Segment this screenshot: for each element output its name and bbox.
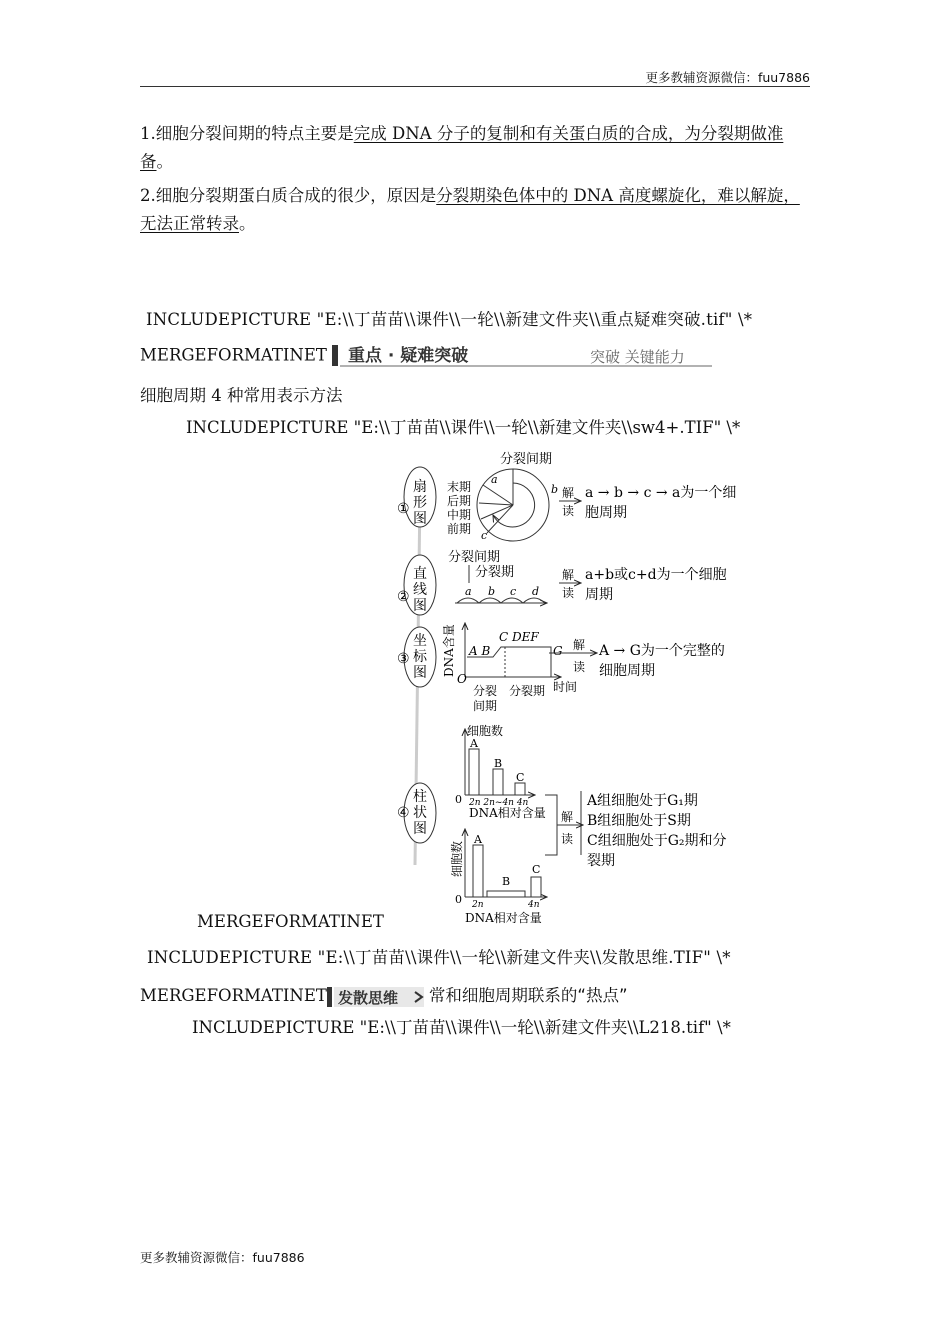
bar2-ylabel: 细胞数 xyxy=(450,840,464,877)
para1-suffix: 。 xyxy=(156,152,173,171)
page-header: 更多教辅资源微信：fuu7886 xyxy=(645,70,810,85)
bar2-label-c: C xyxy=(532,863,541,876)
banner1-subtitle: 突破 关键能力 xyxy=(590,348,685,366)
bar2-label-a: A xyxy=(474,833,482,846)
bar-interpretation-2: B组细胞处于S期 xyxy=(587,813,691,829)
line-read-2: 读 xyxy=(562,586,575,600)
line-label-1: 直 xyxy=(413,566,427,582)
bar-number: ④ xyxy=(397,805,410,821)
bar1-ticks: 2n 2n~4n 4n xyxy=(469,798,529,808)
banner2-title: 发散思维 xyxy=(337,988,398,1007)
fan-label-3: 图 xyxy=(413,511,427,527)
bar-read-1: 解 xyxy=(561,810,574,824)
field-code-merge-3: MERGEFORMATINET xyxy=(140,986,327,1005)
bar2-label-b: B xyxy=(502,875,511,888)
coord-read-1: 解 xyxy=(573,638,586,652)
field-code-merge-2: MERGEFORMATINET xyxy=(197,912,384,931)
module-fan-chart xyxy=(397,451,736,542)
fan-label-1: 扇 xyxy=(413,479,427,495)
seg-b: b xyxy=(488,585,496,598)
banner1-title: 重点 · 疑难突破 xyxy=(348,346,469,366)
coord-number: ③ xyxy=(397,651,410,667)
bar1-ylabel: 细胞数 xyxy=(467,724,504,738)
seg-d: d xyxy=(532,585,540,598)
module-bar-chart xyxy=(397,723,727,925)
para2-prefix: 2.细胞分裂期蛋白质合成的很少，原因是 xyxy=(140,186,437,205)
seg-a: a xyxy=(465,585,472,598)
coord-ylabel: DNA含量 xyxy=(442,624,456,677)
divergent-thinking-banner xyxy=(327,985,429,1009)
paragraph-1 xyxy=(140,120,810,176)
phase-prophase: 前期 xyxy=(447,522,472,536)
bar2-tick-4n: 4n xyxy=(528,900,540,910)
line-label-2: 线 xyxy=(413,582,427,598)
para2-answer: 分裂期染色体中的 DNA 高度螺旋化，难以解旋，无法正常转录 xyxy=(140,186,800,233)
fan-interpretation-2: 胞周期 xyxy=(585,505,627,521)
bar1-label-b: B xyxy=(494,757,503,770)
phase-metaphase: 中期 xyxy=(447,508,472,522)
bar2-c xyxy=(531,877,541,897)
fan-read-1: 解 xyxy=(562,486,575,500)
field-code-merge-1: MERGEFORMATINET xyxy=(140,345,327,365)
bar1-c xyxy=(515,783,525,795)
line-read-1: 解 xyxy=(562,568,575,582)
paragraph-2 xyxy=(140,182,810,238)
coord-origin: O xyxy=(457,672,467,686)
field-code-include-4: INCLUDEPICTURE "E:\\丁苗苗\\课件\\一轮\\新建文件夹\\L218.tif" \* xyxy=(192,1018,731,1037)
fan-a: a xyxy=(491,473,498,486)
bar-interpretation-3: C组细胞处于G₂期和分 xyxy=(587,833,727,849)
fan-b: b xyxy=(551,483,559,496)
fan-interpretation-1: a → b → c → a为一个细 xyxy=(585,485,737,501)
bar2-b xyxy=(487,891,525,897)
line-interpretation-2: 周期 xyxy=(585,587,613,603)
bar-interpretation-4: 裂期 xyxy=(587,853,615,869)
bar1-zero: 0 xyxy=(455,793,462,806)
coord-x-interphase-2: 间期 xyxy=(473,699,498,713)
merge-line-1 xyxy=(140,342,722,370)
para2-suffix: 。 xyxy=(239,214,256,233)
merge-line-3 xyxy=(140,982,628,1009)
hotspot-heading: 常和细胞周期联系的“热点” xyxy=(428,986,628,1005)
key-points-banner xyxy=(332,342,722,370)
coord-interpretation-1: A → G为一个完整的 xyxy=(599,643,725,659)
bar1-b xyxy=(493,769,503,795)
bar-label-1: 柱 xyxy=(413,789,427,805)
fan-c: c xyxy=(481,529,488,542)
fan-read-2: 读 xyxy=(562,504,575,518)
coord-label-2: 标 xyxy=(413,649,427,665)
coord-cdef: C DEF xyxy=(499,630,539,644)
line-label-3: 图 xyxy=(413,598,427,614)
field-code-include-1: INCLUDEPICTURE "E:\\丁苗苗\\课件\\一轮\\新建文件夹\\重点疑难突破.tif" \* xyxy=(146,310,753,329)
coord-x-time: 时间 xyxy=(553,680,578,694)
field-code-include-3: INCLUDEPICTURE "E:\\丁苗苗\\课件\\一轮\\新建文件夹\\发散思维.TIF" \* xyxy=(147,948,731,967)
fan-number: ① xyxy=(397,501,410,517)
bar1-xlabel: DNA相对含量 xyxy=(469,806,546,820)
para1-answer: 完成 DNA 分子的复制和有关蛋白质的合成，为分裂期做准备 xyxy=(140,124,784,171)
coord-x-division: 分裂期 xyxy=(509,684,546,698)
coord-g: G xyxy=(553,644,563,658)
coord-ab: A B xyxy=(469,644,491,658)
line-interpretation-1: a+b或c+d为一个细胞 xyxy=(585,567,727,583)
bar2-zero: 0 xyxy=(455,893,462,906)
line-number: ② xyxy=(397,589,410,605)
phase-telophase: 末期 xyxy=(447,480,472,494)
header-divider xyxy=(140,86,810,87)
bar1-label-a: A xyxy=(470,737,478,750)
seg-c: c xyxy=(510,585,517,598)
bar2-a xyxy=(473,845,483,897)
bar1-label-c: C xyxy=(516,771,525,784)
bar2-xlabel: DNA相对含量 xyxy=(465,911,542,925)
fan-interphase: 分裂间期 xyxy=(500,452,553,467)
section-title: 细胞周期 4 种常用表示方法 xyxy=(140,386,343,405)
coord-interpretation-2: 细胞周期 xyxy=(599,663,655,679)
line-interphase: 分裂间期 xyxy=(448,550,501,565)
bar-interpretation-1: A组细胞处于G₁期 xyxy=(587,793,698,809)
module-coordinate-chart xyxy=(397,623,725,713)
page-footer: 更多教辅资源微信：fuu7886 xyxy=(140,1250,305,1265)
fan-label-2: 形 xyxy=(413,495,427,511)
field-code-include-2: INCLUDEPICTURE "E:\\丁苗苗\\课件\\一轮\\新建文件夹\\sw4+.TIF" \* xyxy=(186,418,741,437)
coord-x-interphase-1: 分裂 xyxy=(473,684,498,698)
coord-label-3: 图 xyxy=(413,665,427,681)
line-division: 分裂期 xyxy=(475,565,515,580)
phase-anaphase: 后期 xyxy=(447,494,472,508)
bar-label-3: 图 xyxy=(413,821,427,837)
module-line-chart xyxy=(397,549,727,615)
cell-cycle-diagram xyxy=(385,445,785,930)
bar-read-2: 读 xyxy=(561,832,574,846)
coord-label-1: 坐 xyxy=(413,633,427,649)
bar-label-2: 状 xyxy=(413,805,427,821)
bar1-a xyxy=(469,749,479,795)
para1-prefix: 1.细胞分裂间期的特点主要是 xyxy=(140,124,354,143)
coord-read-2: 读 xyxy=(573,660,586,674)
bar2-tick-2n: 2n xyxy=(472,900,484,910)
